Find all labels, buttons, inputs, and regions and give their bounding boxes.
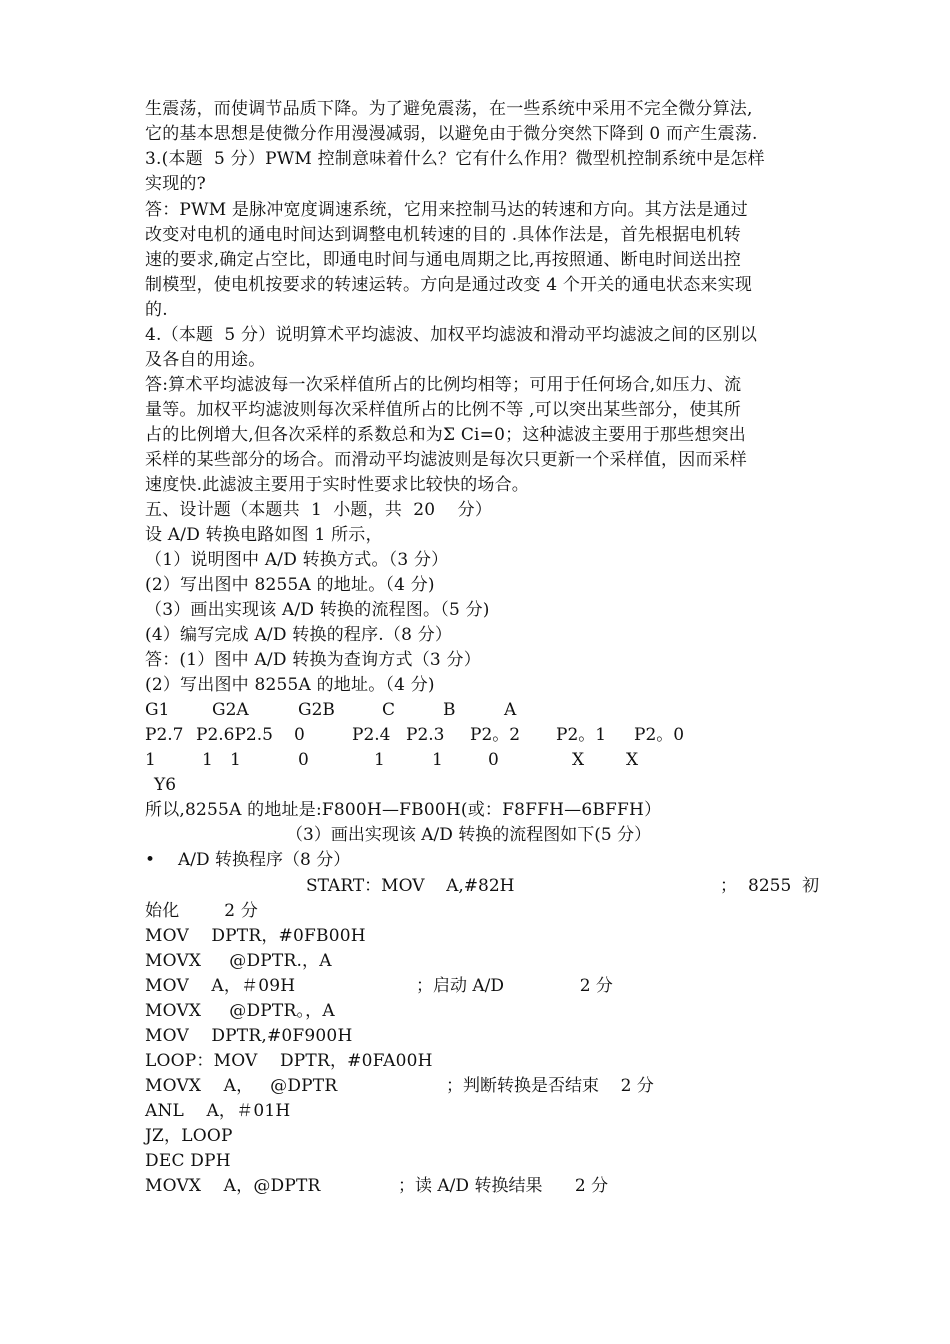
- code-line: MOVX @DPTR。，A: [145, 1001, 335, 1021]
- text-line: 及各自的用途。: [145, 350, 266, 370]
- table-cell: 0: [298, 750, 309, 770]
- code-line: MOV DPTR,#0F900H: [145, 1026, 353, 1046]
- table-cell: P2。2: [470, 725, 521, 745]
- text-line: 制模型，使电机按要求的转速运转。方向是通过改变 4 个开关的通电状态来实现: [145, 275, 753, 295]
- code-line: DEC DPH: [145, 1151, 231, 1171]
- table-cell: P2.4: [352, 725, 391, 745]
- code-line: MOVX A，@DPTR: [145, 1176, 321, 1196]
- answer-5-line: 答：(1）图中 A/D 转换为查询方式（3 分）: [145, 650, 481, 670]
- answer-4-line: 答:算术平均滤波每一次采样值所占的比例均相等；可用于任何场合,如压力、流: [145, 375, 742, 395]
- code-comment: 始化 2 分: [145, 901, 259, 921]
- question-3-line: 3.(本题 5 分）PWM 控制意味着什么？它有什么作用？微型机控制系统中是怎样: [145, 149, 765, 169]
- text-line: （1）说明图中 A/D 转换方式。（3 分）: [145, 550, 449, 570]
- code-line: ANL A，＃01H: [145, 1101, 291, 1121]
- table-cell: C: [382, 700, 396, 720]
- code-comment: ；读 A/D 转换结果 2 分: [398, 1176, 609, 1196]
- question-4-line: 4.（本题 5 分）说明算术平均滤波、加权平均滤波和滑动平均滤波之间的区别以: [145, 325, 758, 345]
- table-cell: A: [504, 700, 517, 720]
- text-line: 生震荡，而使调节品质下降。为了避免震荡，在一些系统中采用不完全微分算法,: [145, 99, 753, 119]
- table-cell: P2。0: [634, 725, 685, 745]
- code-line: MOVX @DPTR.，A: [145, 951, 332, 971]
- code-line: MOVX A， @DPTR: [145, 1076, 338, 1096]
- table-output: Y6: [154, 775, 177, 795]
- table-cell: X: [626, 750, 639, 770]
- code-comment: 8255 初: [748, 876, 820, 896]
- text-line: 采样的某些部分的场合。而滑动平均滤波则是每次只更新一个采样值，因而采样: [145, 450, 747, 470]
- table-cell: 0: [294, 725, 305, 745]
- table-cell: 1: [202, 750, 213, 770]
- section-5-heading: 五、设计题（本题共 1 小题，共 20 分）: [145, 500, 493, 520]
- code-line: MOV A，＃09H: [145, 976, 296, 996]
- program-title: A/D 转换程序（8 分）: [178, 850, 351, 870]
- text-line: (2）写出图中 8255A 的地址。（4 分): [145, 675, 435, 695]
- text-line: 改变对电机的通电时间达到调整电机转速的目的 .具体作法是，首先根据电机转: [145, 225, 742, 245]
- code-comment: ；判断转换是否结束 2 分: [446, 1076, 654, 1096]
- code-comment-mark: ；: [720, 876, 737, 896]
- code-comment: ；启动 A/D 2 分: [416, 976, 613, 996]
- table-cell: P2。1: [556, 725, 607, 745]
- table-cell: P2.3: [406, 725, 445, 745]
- table-cell: G1: [145, 700, 170, 720]
- address-result: 所以,8255A 的地址是:F800H—FB00H(或：F8FFH—6BFFH）: [145, 800, 662, 820]
- table-cell: G2B: [298, 700, 335, 720]
- code-line: LOOP：MOV DPTR，#0FA00H: [145, 1051, 433, 1071]
- text-line: 占的比例增大,但各次采样的系数总和为Σ Ci=0；这种滤波主要用于那些想突出: [145, 425, 746, 445]
- answer-3-line: 答：PWM 是脉冲宽度调速系统，它用来控制马达的转速和方向。其方法是通过: [145, 200, 748, 220]
- text-line: 它的基本思想是使微分作用漫漫减弱，以避免由于微分突然下降到 0 而产生震荡.: [145, 124, 758, 144]
- bullet-icon: •: [145, 850, 156, 870]
- table-cell: X: [572, 750, 585, 770]
- text-line: 实现的?: [145, 174, 206, 194]
- table-cell: 1: [145, 750, 156, 770]
- table-cell: 1: [230, 750, 241, 770]
- text-line: 设 A/D 转换电路如图 1 所示，: [145, 525, 383, 545]
- text-line: 量等。加权平均滤波则每次采样值所占的比例不等 ,可以突出某些部分，使其所: [145, 400, 742, 420]
- text-line: (4）编写完成 A/D 转换的程序.（8 分）: [145, 625, 453, 645]
- flowchart-heading: （3）画出实现该 A/D 转换的流程图如下(5 分）: [286, 825, 652, 845]
- text-line: (2）写出图中 8255A 的地址。（4 分): [145, 575, 435, 595]
- table-cell: G2A: [212, 700, 249, 720]
- table-cell: 1: [432, 750, 443, 770]
- table-cell: B: [443, 700, 456, 720]
- table-cell: 1: [374, 750, 385, 770]
- table-cell: P2.6P2.5: [196, 725, 273, 745]
- text-line: 的.: [145, 300, 168, 320]
- text-line: （3）画出实现该 A/D 转换的流程图。（5 分): [145, 600, 490, 620]
- code-line: START：MOV A,#82H: [306, 876, 515, 896]
- text-line: 速度快.此滤波主要用于实时性要求比较快的场合。: [145, 475, 530, 495]
- table-cell: P2.7: [145, 725, 184, 745]
- code-line: JZ，LOOP: [145, 1126, 233, 1146]
- text-line: 速的要求,确定占空比，即通电时间与通电周期之比,再按照通、断电时间送出控: [145, 250, 742, 270]
- code-line: MOV DPTR，#0FB00H: [145, 926, 366, 946]
- table-cell: 0: [488, 750, 499, 770]
